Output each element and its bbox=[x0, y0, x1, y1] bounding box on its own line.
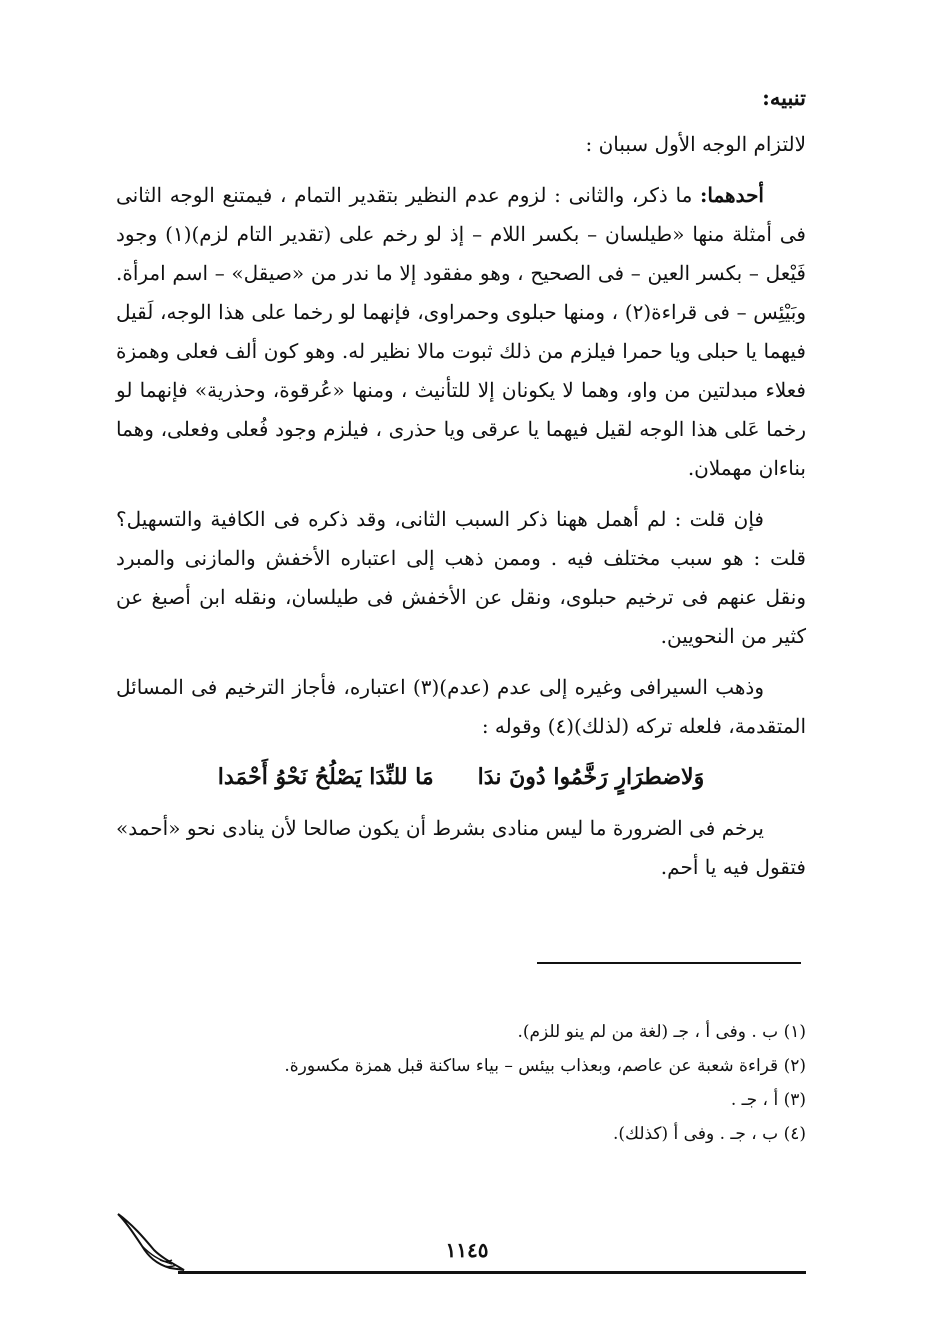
footnote-1: (١) ب . وفى أ ، جـ (لغة من لم ينو للزم). bbox=[517, 1022, 806, 1042]
paragraph-3 bbox=[116, 500, 806, 656]
paragraph-3-text: فإن قلت : لم أهمل ههنا ذكر السبب الثانى، وقد ذكره فى الكافية والتسهيل؟ قلت : هو سبب مختلف فيه . وممن ذهب إلى اعتباره الأخفش والمازنى والمبرد ونقل عنهم فى ترخيم حبلوى، ونقل عن الأخفش فى طيلسان، ونقله ابن أصبغ عن كثير من النحويين. bbox=[116, 507, 806, 648]
section-heading: تنبيه: bbox=[762, 85, 806, 110]
verse-first-hemistich: وَلاضطرَارٍ رَخَّمُوا دُونَ ندَا bbox=[477, 764, 705, 790]
paragraph-1-text: لالتزام الوجه الأول سببان : bbox=[585, 132, 806, 156]
main-text bbox=[116, 78, 806, 899]
footnote-4: (٤) ب ، جـ . وفى أ (كذلك). bbox=[612, 1124, 806, 1144]
footnote-separator bbox=[537, 962, 801, 964]
page-number: ١١٤٥ bbox=[445, 1238, 489, 1262]
footnote-3: (٣) أ ، جـ . bbox=[730, 1090, 806, 1110]
paragraph-4-text: وذهب السيرافى وغيره إلى عدم (عدم)(٣) اعتباره، فأجاز الترخيم فى المسائل المتقدمة، فلعله تركه (لذلك)(٤) وقوله : bbox=[116, 675, 806, 738]
footnote-2: (٢) قراءة شعبة عن عاصم، وبعذاب بيئس – بياء ساكنة قبل همزة مكسورة. bbox=[284, 1056, 806, 1076]
verse-line bbox=[116, 758, 806, 797]
quill-ornament-icon bbox=[112, 1210, 192, 1274]
paragraph-1 bbox=[116, 125, 806, 164]
closing-paragraph-text: يرخم فى الضرورة ما ليس منادى بشرط أن يكون صالحا لأن ينادى نحو «أحمد» فتقول فيه يا أحم. bbox=[116, 816, 806, 879]
closing-paragraph bbox=[116, 809, 806, 887]
paragraph-2 bbox=[116, 176, 806, 488]
paragraph-4 bbox=[116, 668, 806, 746]
footnotes bbox=[116, 1015, 806, 1151]
bottom-rule bbox=[178, 1271, 806, 1274]
paragraph-2-lead: أحدهما: bbox=[699, 183, 764, 207]
paragraph-2-text: ما ذكر، والثانى : لزوم عدم النظير بتقدير التمام ، فيمتنع الوجه الثانى فى أمثلة منها «طيلسان – بكسر اللام – إذ لو رخم على (تقدير التام لزم)(١) وجود فَيْعل – بكسر العين – فى الصحيح ، وهو مفقود إلا ما ندر من «صيقل» – اسم امرأة. وبَيْئِس – فى قراءة(٢) ، ومنها حبلوى وحمراوى، فإنهما لو رخما على هذا الوجه، لَقيل فيهما يا حبلى ويا حمرا فيلزم من ذلك ثبوت مالا نظير له. وهو كون ألف فعلى وهمزة فعلاء مبدلتين من واو، وهما لا يكونان إلا للتأنيث ، ومنها «عُرقوة، وحذرية» فإنهما لو رخما عَلى هذا الوجه لقيل فيهما يا عرقى ويا حذرى ، فيلزم وجود فُعلى وفعلى، وهما بناءان مهملان. bbox=[116, 183, 806, 480]
verse-second-hemistich: مَا للنِّدَا يَصْلُحُ نَحْوُ أَحْمَدا bbox=[217, 764, 434, 790]
